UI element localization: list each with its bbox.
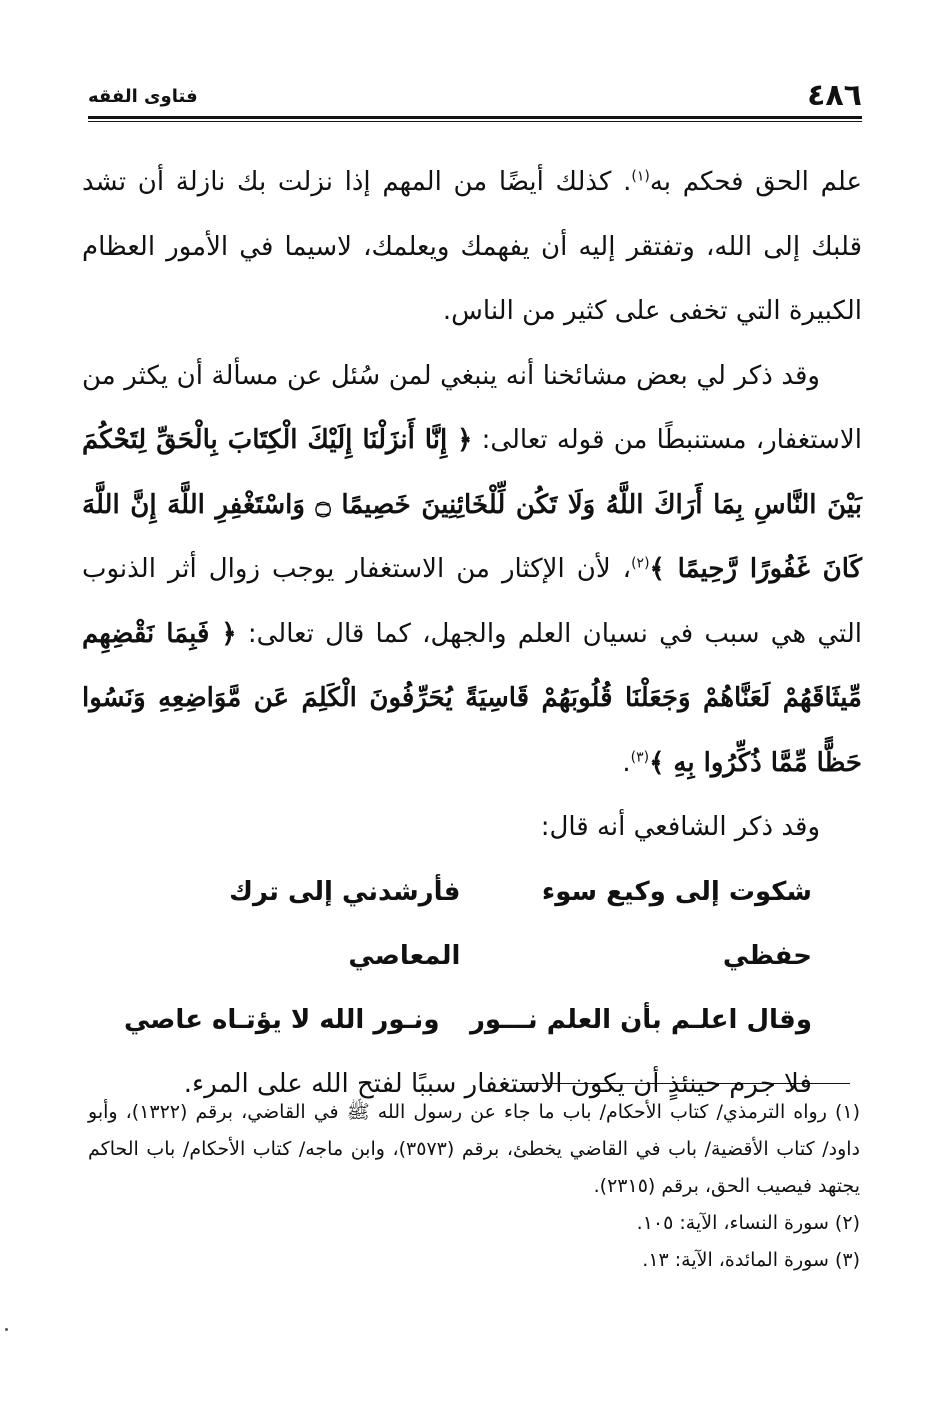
paragraph-4: فلا جرم حينئذٍ أن يكون الاستغفار سببًا لفتح الله على المرء. bbox=[183, 1068, 812, 1099]
footnote-divider bbox=[520, 1083, 850, 1084]
paragraph-2-middle: ، لأن الإكثار من الاستغفار يوجب زوال أثر الذنوب التي هي سبب في نسيان العلم والجهل، كما قال تعالى: bbox=[82, 554, 862, 649]
quran-verse-1: ﴿ إِنَّا أَنزَلْنَا إِلَيْكَ الْكِتَابَ بِالْحَقِّ لِتَحْكُمَ بَيْنَ النَّاسِ بِمَا أَرَاكَ اللَّهُ وَلَا تَكُن لِّلْخَائِنِينَ خَصِيمًا ۝ وَاسْتَغْفِرِ اللَّهَ إِنَّ اللَّهَ كَانَ غَفُورًا رَّحِيمًا ﴾ bbox=[82, 425, 862, 584]
paragraph-2 bbox=[82, 344, 862, 796]
main-text bbox=[82, 150, 862, 1116]
footnote-2: (٢) سورة النساء، الآية: ١٠٥. bbox=[636, 1212, 860, 1234]
paragraph-2-end: . bbox=[622, 747, 631, 778]
page-header bbox=[88, 78, 862, 118]
paragraph-1-continued: . كذلك أيضًا من المهم إذا نزلت بك نازلة أن تشد قلبك إلى الله، وتفتقر إليه أن يفهمك ويعلمك، لاسيما في الأمور العظام الكبيرة التي تخفى على كثير من الناس. bbox=[82, 167, 862, 326]
footnote-ref-3: (٣) bbox=[630, 748, 650, 765]
book-title: فتاوى الفقه bbox=[88, 86, 198, 107]
scan-speck bbox=[5, 1328, 8, 1331]
footnote-3: (٣) سورة المائدة، الآية: ١٣. bbox=[642, 1249, 860, 1271]
footnote-ref-1: (١) bbox=[631, 168, 650, 185]
poem-hemistich-left: فأرشدني إلى ترك المعاصي bbox=[229, 876, 461, 971]
poem-hemistich-right: وقال اعلـم بأن العلم نـــور bbox=[469, 1004, 812, 1035]
poem-hemistich-left: ونـور الله لا يؤتـاه عاصي bbox=[124, 1004, 440, 1035]
header-divider bbox=[88, 116, 862, 122]
poem-line bbox=[124, 860, 812, 988]
poem-hemistich-right: شكوت إلى وكيع سوء حفظي bbox=[541, 876, 812, 971]
page-number: ٤٨٦ bbox=[807, 78, 862, 113]
paragraph-2-intro: وقد ذكر لي بعض مشائخنا أنه ينبغي لمن سُئل عن مسألة أن يكثر من الاستغفار، مستنبطًا من قوله تعالى: bbox=[82, 360, 862, 455]
footnote-ref-2: (٢) bbox=[631, 555, 650, 572]
poem-line bbox=[124, 988, 812, 1052]
paragraph-3: وقد ذكر الشافعي أنه قال: bbox=[540, 812, 820, 842]
poem bbox=[82, 860, 862, 1052]
paragraph-1-start: علم الحق فحكم به bbox=[649, 167, 862, 197]
footnote-1: (١) رواه الترمذي/ كتاب الأحكام/ باب ما جاء عن رسول الله ﷺ في القاضي، برقم (١٣٢٢)، وأبو داود/ كتاب الأقضية/ باب في القاضي يخطئ، برقم (٣٥٧٣)، وابن ماجه/ كتاب الأحكام/ باب الحاكم يجتهد فيصيب الحق، برقم (٢٣١٥). bbox=[88, 1101, 861, 1197]
quran-verse-2: ﴿ فَبِمَا نَقْضِهِم مِّيثَاقَهُمْ لَعَنَّاهُمْ وَجَعَلْنَا قُلُوبَهُمْ قَاسِيَةً يُحَرِّفُونَ الْكَلِمَ عَن مَّوَاضِعِهِ وَنَسُوا حَظًّا مِّمَّا ذُكِّرُوا بِهِ ﴾ bbox=[82, 618, 862, 778]
footnotes bbox=[88, 1094, 860, 1279]
paragraph-1 bbox=[82, 150, 862, 344]
